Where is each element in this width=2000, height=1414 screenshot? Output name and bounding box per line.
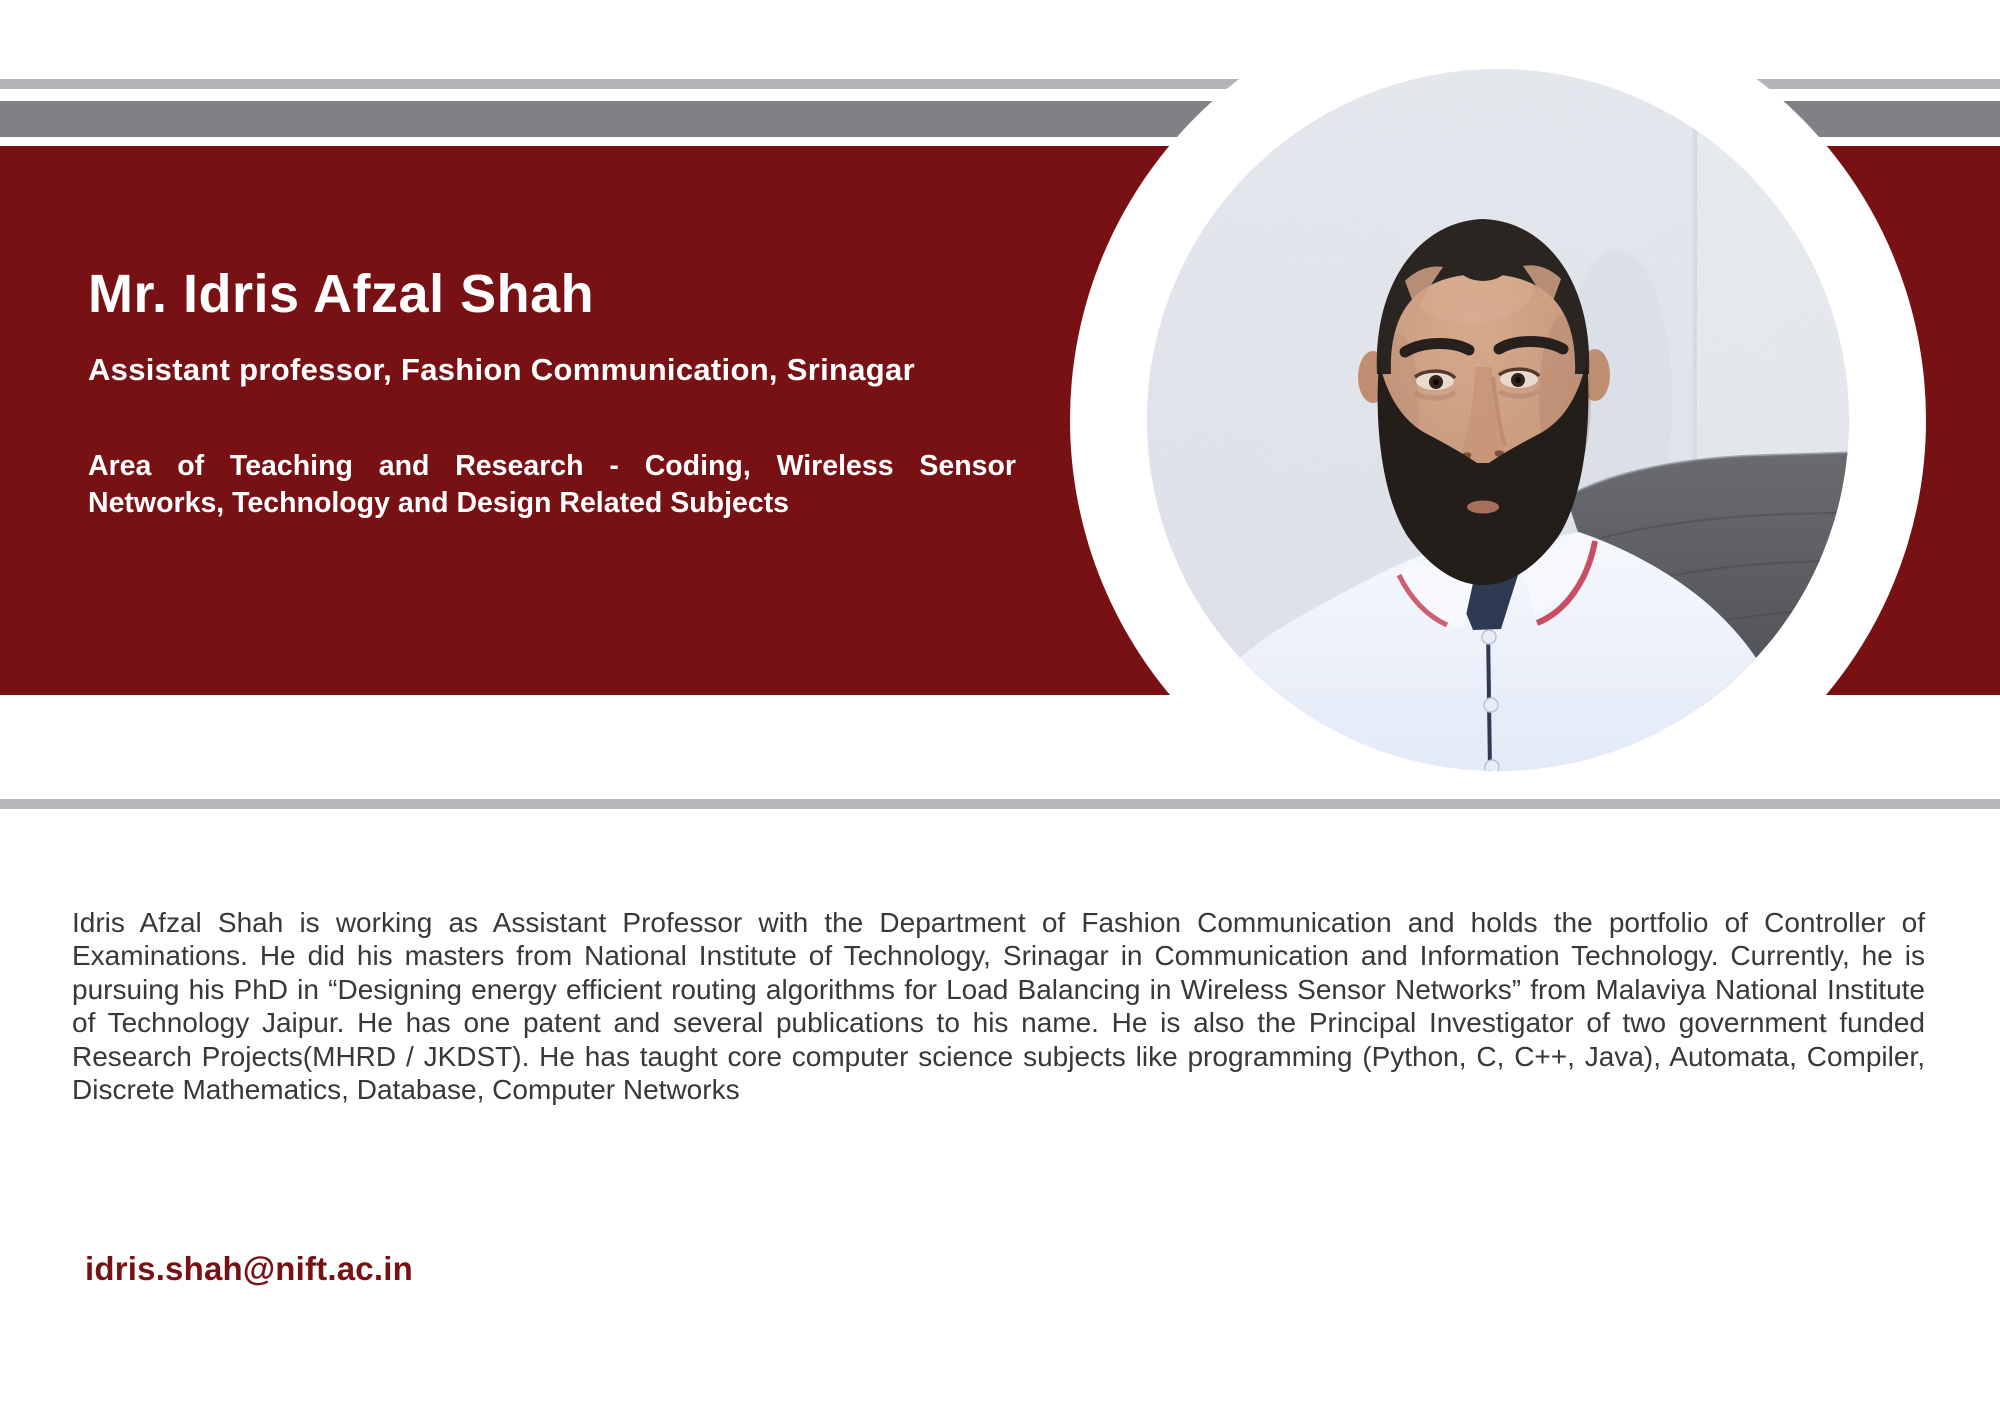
profile-name: Mr. Idris Afzal Shah: [88, 264, 595, 324]
email-link[interactable]: idris.shah@nift.ac.in: [85, 1250, 413, 1287]
research-areas-line1: Area of Teaching and Research - Coding, Wireless Sensor: [88, 450, 1016, 482]
bio-paragraph: Idris Afzal Shah is working as Assistant Professor with the Department of Fashion Communication and holds the portfolio of Controller of Examinations. He did his masters from National Institute of Technology, Srinagar in Communication and Information Technology. Currently, he is pursuing his PhD in “Designing energy efficient routing algorithms for Load Balancing in Wireless Sensor Networks” from Malaviya National Institute of Technology Jaipur. He has one patent and several publications to his name. He is also the Principal Investigator of two government funded Research Projects(MHRD / JKDST). He has taught core computer science subjects like programming (Python, C, C++, Java), Automata, Compiler, Discrete Mathematics, Database, Computer Networks: [72, 907, 1925, 1106]
portrait-photo: [1147, 69, 1849, 771]
research-areas-line2: Networks, Technology and Design Related Subjects: [88, 487, 790, 519]
bottom-stripe: [0, 799, 2000, 809]
profile-title: Assistant professor, Fashion Communication, Srinagar: [88, 352, 915, 387]
profile-research-areas: [88, 448, 1016, 522]
portrait-illustration: [1147, 69, 1849, 771]
